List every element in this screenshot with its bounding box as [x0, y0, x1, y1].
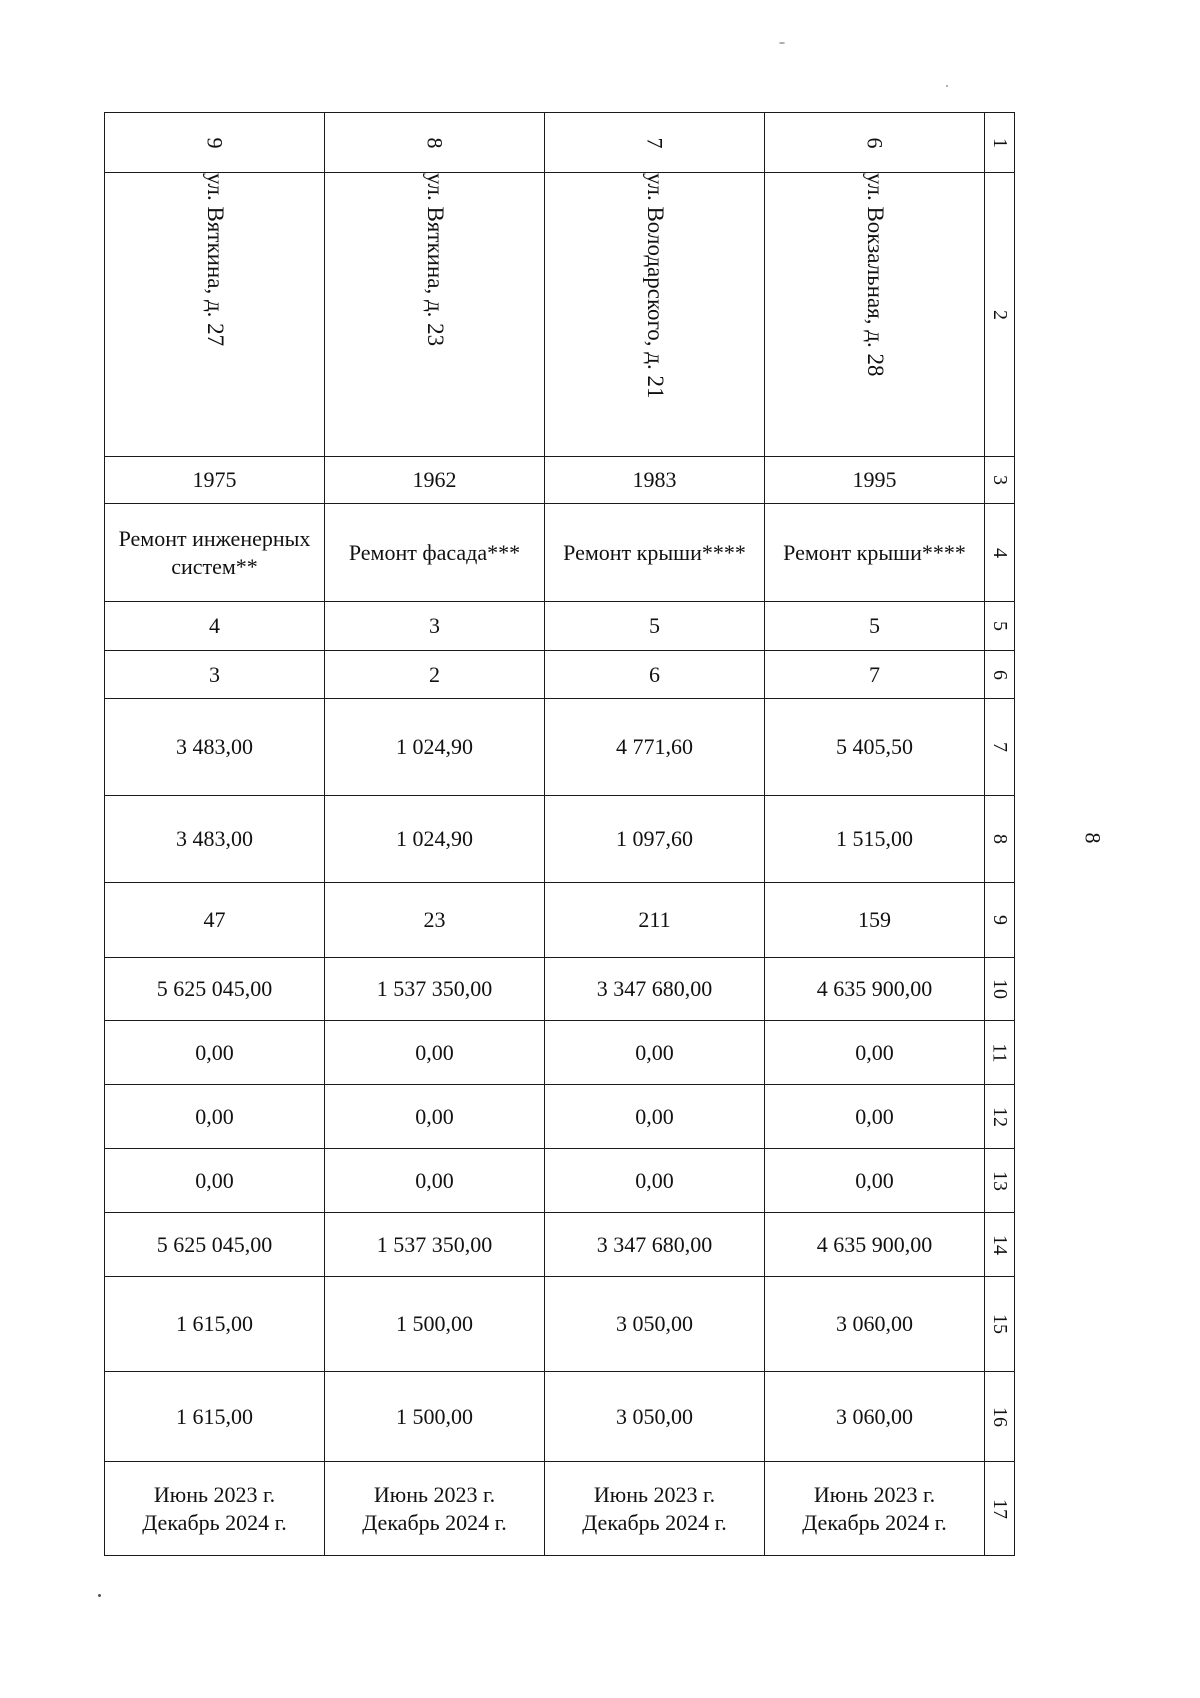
cell-r6-2: 2: [325, 651, 545, 699]
period-start: Июнь 2023 г.: [373, 1481, 496, 1507]
cell-r12-4: 0,00: [765, 1085, 985, 1149]
cell-r6-1: 3: [105, 651, 325, 699]
cell-r6-4: 7: [765, 651, 985, 699]
row-number-2: 2: [985, 173, 1015, 457]
cell-r13-4: 0,00: [765, 1149, 985, 1213]
cell-r7-4: 5 405,50: [765, 699, 985, 796]
table-row-8: [105, 796, 1015, 883]
scan-speck: [779, 42, 785, 44]
cell-r13-2: 0,00: [325, 1149, 545, 1213]
cell-r5-4: 5: [765, 602, 985, 651]
cell-r16-4: 3 060,00: [765, 1372, 985, 1462]
cell-r14-3: 3 347 680,00: [545, 1213, 765, 1277]
page-number: 8: [1080, 832, 1106, 844]
row-number-11: 11: [985, 1021, 1015, 1085]
cell-r8-3: 1 097,60: [545, 796, 765, 883]
cell-year-1: 1975: [105, 457, 325, 504]
row-number-15: 15: [985, 1277, 1015, 1372]
period-end: Декабрь 2024 г.: [142, 1509, 287, 1535]
cell-period-4: [765, 1462, 985, 1556]
cell-r5-2: 3: [325, 602, 545, 651]
row-number-3: 3: [985, 457, 1015, 504]
cell-r12-3: 0,00: [545, 1085, 765, 1149]
row-number-5: 5: [985, 602, 1015, 651]
cell-year-2: 1962: [325, 457, 545, 504]
table-row-13: [105, 1149, 1015, 1213]
cell-period-2: [325, 1462, 545, 1556]
cell-r11-3: 0,00: [545, 1021, 765, 1085]
table-row-1: [105, 113, 1015, 173]
cell-r14-4: 4 635 900,00: [765, 1213, 985, 1277]
cell-r7-1: 3 483,00: [105, 699, 325, 796]
cell-col3-row1: 7: [545, 113, 765, 173]
cell-r11-4: 0,00: [765, 1021, 985, 1085]
table-row-3: [105, 457, 1015, 504]
table-row-6: [105, 651, 1015, 699]
row-number-8: 8: [985, 796, 1015, 883]
scan-speck: [98, 1594, 101, 1597]
cell-r13-1: 0,00: [105, 1149, 325, 1213]
row-number-16: 16: [985, 1372, 1015, 1462]
cell-work-type-1: Ремонт инженерных систем**: [105, 504, 325, 602]
table-row-5: [105, 602, 1015, 651]
cell-r9-4: 159: [765, 883, 985, 958]
cell-col4-row1: 6: [765, 113, 985, 173]
period-start: Июнь 2023 г.: [593, 1481, 716, 1507]
cell-r6-3: 6: [545, 651, 765, 699]
period-start: Июнь 2023 г.: [153, 1481, 276, 1507]
cell-r14-1: 5 625 045,00: [105, 1213, 325, 1277]
cell-r14-2: 1 537 350,00: [325, 1213, 545, 1277]
cell-r15-1: 1 615,00: [105, 1277, 325, 1372]
row-number-7: 7: [985, 699, 1015, 796]
cell-r7-2: 1 024,90: [325, 699, 545, 796]
table-row-15: [105, 1277, 1015, 1372]
table-row-2: [105, 173, 1015, 457]
table-row-10: [105, 958, 1015, 1021]
cell-r10-2: 1 537 350,00: [325, 958, 545, 1021]
cell-period-3: [545, 1462, 765, 1556]
cell-work-type-3: Ремонт крыши****: [545, 504, 765, 602]
cell-r8-1: 3 483,00: [105, 796, 325, 883]
cell-work-type-2: Ремонт фасада***: [325, 504, 545, 602]
row-number-17: 17: [985, 1462, 1015, 1556]
table-row-7: [105, 699, 1015, 796]
cell-r16-2: 1 500,00: [325, 1372, 545, 1462]
cell-address-3: ул. Володарского, д. 21: [545, 173, 765, 457]
cell-col1-row1: 9: [105, 113, 325, 173]
table-row-4: [105, 504, 1015, 602]
row-number-14: 14: [985, 1213, 1015, 1277]
cell-period-1: [105, 1462, 325, 1556]
cell-r15-3: 3 050,00: [545, 1277, 765, 1372]
scan-speck: [946, 85, 948, 87]
cell-r12-2: 0,00: [325, 1085, 545, 1149]
cell-col2-row1: 8: [325, 113, 545, 173]
cell-r9-2: 23: [325, 883, 545, 958]
cell-r10-3: 3 347 680,00: [545, 958, 765, 1021]
row-number-12: 12: [985, 1085, 1015, 1149]
table-row-12: [105, 1085, 1015, 1149]
cell-r16-1: 1 615,00: [105, 1372, 325, 1462]
row-number-13: 13: [985, 1149, 1015, 1213]
cell-r10-1: 5 625 045,00: [105, 958, 325, 1021]
cell-r5-1: 4: [105, 602, 325, 651]
period-start: Июнь 2023 г.: [813, 1481, 936, 1507]
cell-r10-4: 4 635 900,00: [765, 958, 985, 1021]
period-end: Декабрь 2024 г.: [802, 1509, 947, 1535]
cell-address-4: ул. Вокзальная, д. 28: [765, 173, 985, 457]
cell-r15-4: 3 060,00: [765, 1277, 985, 1372]
cell-r11-1: 0,00: [105, 1021, 325, 1085]
cell-r13-3: 0,00: [545, 1149, 765, 1213]
cell-year-4: 1995: [765, 457, 985, 504]
table-row-17: [105, 1462, 1015, 1556]
cell-year-3: 1983: [545, 457, 765, 504]
cell-r9-3: 211: [545, 883, 765, 958]
row-number-6: 6: [985, 651, 1015, 699]
cell-r9-1: 47: [105, 883, 325, 958]
row-number-9: 9: [985, 883, 1015, 958]
table-row-9: [105, 883, 1015, 958]
cell-r16-3: 3 050,00: [545, 1372, 765, 1462]
repair-schedule-table: [104, 112, 1015, 1556]
cell-r7-3: 4 771,60: [545, 699, 765, 796]
period-end: Декабрь 2024 г.: [362, 1509, 507, 1535]
cell-r12-1: 0,00: [105, 1085, 325, 1149]
cell-r11-2: 0,00: [325, 1021, 545, 1085]
row-number-1: 1: [985, 113, 1015, 173]
cell-work-type-4: Ремонт крыши****: [765, 504, 985, 602]
table-row-11: [105, 1021, 1015, 1085]
cell-r8-4: 1 515,00: [765, 796, 985, 883]
table-row-14: [105, 1213, 1015, 1277]
period-end: Декабрь 2024 г.: [582, 1509, 727, 1535]
cell-address-1: ул. Вяткина, д. 27: [105, 173, 325, 457]
table-row-16: [105, 1372, 1015, 1462]
cell-r15-2: 1 500,00: [325, 1277, 545, 1372]
cell-r5-3: 5: [545, 602, 765, 651]
row-number-10: 10: [985, 958, 1015, 1021]
cell-r8-2: 1 024,90: [325, 796, 545, 883]
row-number-4: 4: [985, 504, 1015, 602]
cell-address-2: ул. Вяткина, д. 23: [325, 173, 545, 457]
